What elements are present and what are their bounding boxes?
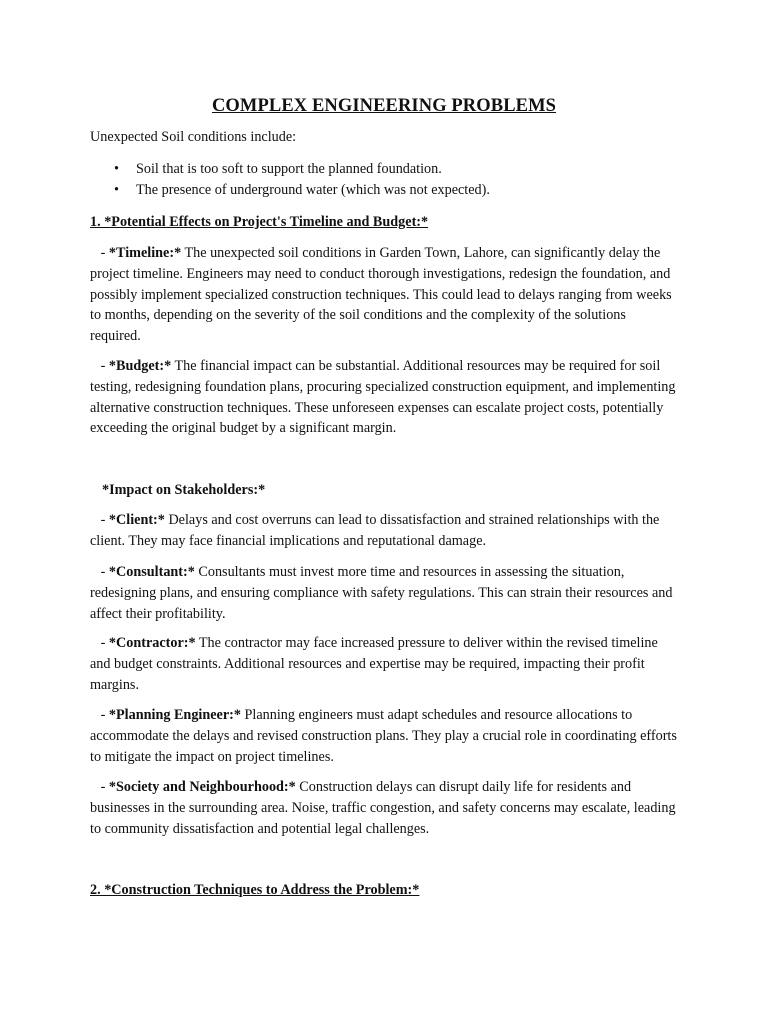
section-2-heading: 2. *Construction Techniques to Address the Problem:* (90, 882, 420, 898)
list-item-text: Soil that is too soft to support the planned foundation. (136, 161, 442, 177)
society-label: *Society and Neighbourhood:* (108, 779, 296, 795)
society-paragraph (90, 777, 680, 839)
list-item (90, 159, 680, 180)
soil-conditions-list (90, 159, 680, 201)
contractor-text: The contractor may face increased pressure to deliver within the revised timeline and budget constraints. Additional resources and expertise may be required, impacting their profit margins. (90, 635, 658, 693)
contractor-label: *Contractor:* (108, 635, 196, 651)
consultant-paragraph (90, 562, 680, 624)
contractor-paragraph (90, 633, 680, 695)
client-paragraph (90, 510, 680, 552)
document-title: COMPLEX ENGINEERING PROBLEMS (211, 96, 557, 116)
planning-engineer-paragraph (90, 705, 680, 767)
list-item (90, 180, 680, 201)
dash-lead: - (90, 707, 109, 723)
planning-engineer-label: *Planning Engineer:* (108, 707, 241, 723)
timeline-paragraph (90, 243, 680, 347)
dash-lead: - (90, 512, 109, 528)
bullet-icon: • (114, 161, 119, 177)
dash-lead: - (90, 564, 109, 580)
planning-engineer-text: Planning engineers must adapt schedules and resource allocations to accommodate the delays and revised construction plans. They play a crucial role in coordinating efforts to mitigate the impact on project timelines. (90, 707, 677, 765)
society-text: Construction delays can disrupt daily life for residents and businesses in the surrounding area. Noise, traffic congestion, and safety concerns may escalate, leading to community dissatisfaction and potential legal challenges. (90, 779, 676, 837)
timeline-text: The unexpected soil conditions in Garden Town, Lahore, can significantly delay the project timeline. Engineers may need to conduct thorough investigations, redesign the foundation, and possibly implement specialized construction techniques. This could lead to delays ranging from weeks to months, depending on the severity of the soil conditions and the complexity of the solutions required. (90, 245, 672, 345)
stakeholders-heading: *Impact on Stakeholders:* (102, 482, 266, 498)
timeline-label: *Timeline:* (108, 245, 182, 261)
client-text: Delays and cost overruns can lead to dissatisfaction and strained relationships with the client. They may face financial implications and reputational damage. (90, 512, 660, 549)
budget-paragraph (90, 356, 680, 439)
client-label: *Client:* (108, 512, 165, 528)
list-item-text: The presence of underground water (which was not expected). (136, 182, 490, 198)
budget-text: The financial impact can be substantial. Additional resources may be required for soil testing, redesigning foundation plans, procuring specialized construction equipment, and implementing alternative construction techniques. These unforeseen expenses can escalate project costs, potentially exceeding the original budget by a significant margin. (90, 358, 676, 437)
dash-lead: - (90, 779, 109, 795)
intro-text: Unexpected Soil conditions include: (90, 129, 297, 145)
section-1-heading: 1. *Potential Effects on Project's Timeline and Budget:* (90, 214, 429, 230)
consultant-text: Consultants must invest more time and resources in assessing the situation, redesigning plans, and ensuring compliance with safety regulations. This can strain their resources and affect their profitability. (90, 564, 673, 622)
bullet-icon: • (114, 182, 119, 198)
budget-label: *Budget:* (108, 358, 172, 374)
consultant-label: *Consultant:* (108, 564, 195, 580)
dash-lead: - (90, 245, 109, 261)
dash-lead: - (90, 358, 109, 374)
dash-lead: - (90, 635, 109, 651)
